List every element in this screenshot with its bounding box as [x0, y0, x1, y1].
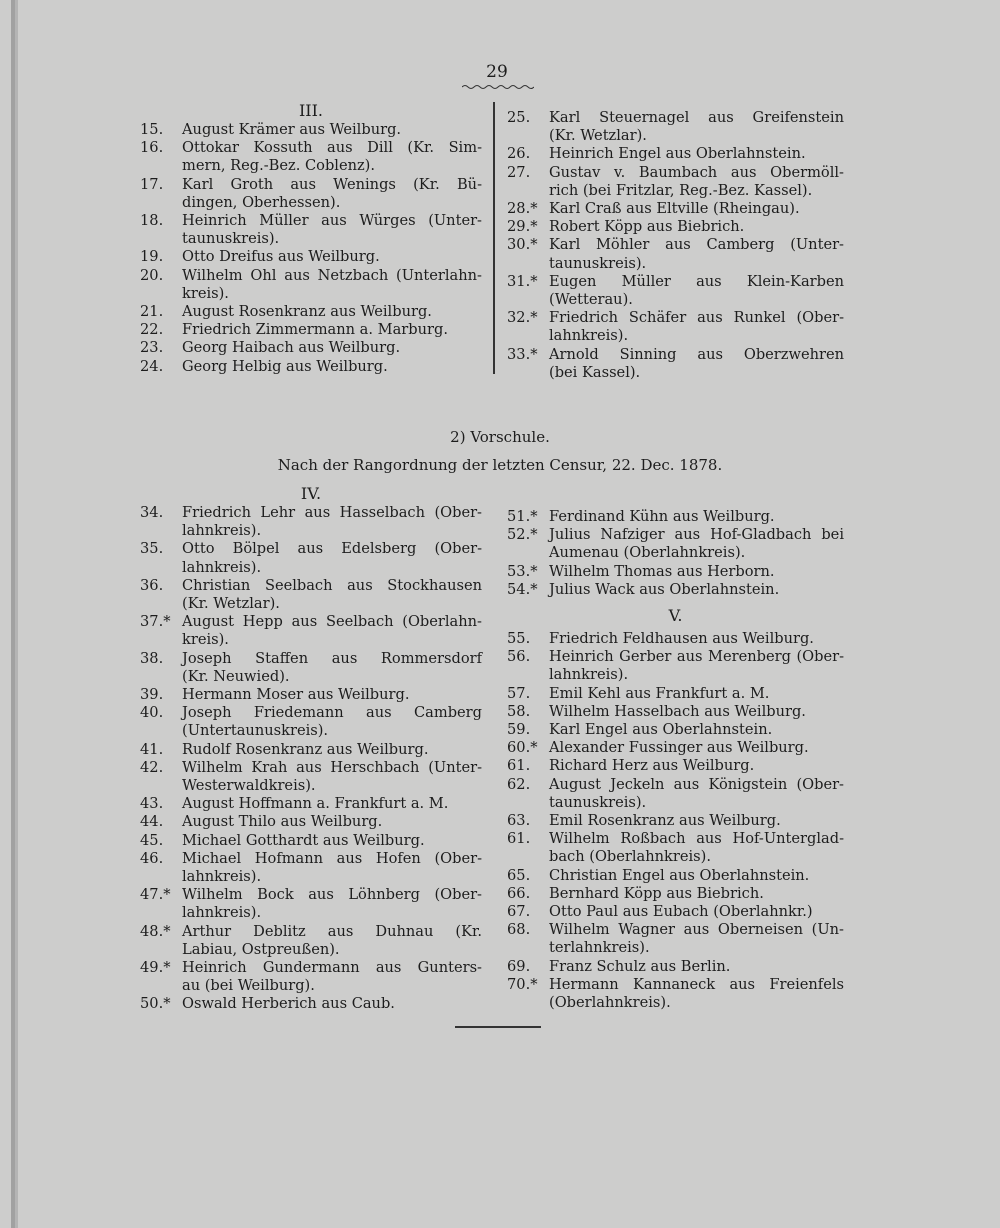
entry-text-line: Hermann Kannaneck aus Freienfels [549, 975, 844, 993]
list-item [140, 995, 482, 1013]
list-item [140, 704, 482, 740]
entry-text-line: Westerwaldkreis). [182, 777, 316, 795]
entry-text-line: Karl Groth aus Wenings (Kr. Bü- [182, 175, 482, 193]
entry-number: 62. [507, 775, 531, 793]
entry-number: 16. [140, 139, 164, 157]
entry-text-line: Friedrich Schäfer aus Runkel (Ober- [549, 309, 844, 327]
entry-text-line: lahnkreis). [549, 327, 629, 345]
entry-number: 53.* [507, 562, 538, 580]
class-heading-iii: III. [298, 101, 324, 120]
entry-text-line: Bernhard Köpp aus Biebrich. [549, 884, 764, 902]
list-item [140, 686, 482, 704]
section-title: 2) Vorschule. [450, 428, 550, 446]
entry-text-line: August Thilo aus Weilburg. [182, 813, 383, 831]
entry-text-line: lahnkreis). [182, 868, 262, 886]
top-left-column [140, 100, 482, 376]
entry-list [140, 121, 482, 376]
entry-text-line: Karl Möhler aus Camberg (Unter- [549, 236, 844, 254]
entry-number: 69. [507, 957, 531, 975]
page-number: 29 [486, 62, 508, 82]
entry-number: 38. [140, 649, 164, 667]
entry-text-line: August Hepp aus Seelbach (Oberlahn- [182, 613, 482, 631]
entry-number: 66. [507, 884, 531, 902]
section-subtitle: Nach der Rangordnung der letzten Censur, 22. Dec. 1878. [277, 456, 723, 474]
entry-number: 56. [507, 648, 531, 666]
entry-text-line: (Wetterau). [549, 291, 633, 309]
entry-number: 52.* [507, 526, 538, 544]
list-item [140, 358, 482, 376]
entry-number: 29.* [507, 218, 538, 236]
entry-number: 37.* [140, 613, 171, 631]
list-item [507, 776, 844, 812]
list-item [507, 145, 844, 163]
entry-text-line: Wilhelm Wagner aus Oberneisen (Un- [549, 921, 844, 939]
list-item [507, 958, 844, 976]
entry-number: 63. [507, 812, 531, 830]
list-item [140, 795, 482, 813]
list-item [507, 721, 844, 739]
list-item [507, 109, 844, 145]
list-item [507, 685, 844, 703]
list-item [507, 903, 844, 921]
entry-text-line: Oswald Herberich aus Caub. [182, 995, 395, 1013]
list-item [507, 812, 844, 830]
entry-text-line: Wilhelm Krah aus Herschbach (Unter- [182, 758, 482, 776]
entry-text-line: Julius Wack aus Oberlahnstein. [549, 580, 780, 598]
entry-number: 70.* [507, 975, 538, 993]
entry-number: 61. [507, 830, 531, 848]
list-item [507, 309, 844, 345]
entry-number: 17. [140, 175, 164, 193]
entry-number: 68. [507, 921, 531, 939]
list-item [507, 581, 844, 599]
entry-number: 18. [140, 212, 164, 230]
list-item [140, 139, 482, 175]
class-heading-iv: IV. [300, 484, 322, 503]
entry-number: 60.* [507, 739, 538, 757]
entry-number: 44. [140, 813, 164, 831]
entry-text-line: Michael Gotthardt aus Weilburg. [182, 831, 425, 849]
list-item [140, 886, 482, 922]
list-item [507, 830, 844, 866]
entry-number: 35. [140, 540, 164, 558]
entry-text-line: (Kr. Neuwied). [182, 667, 290, 685]
entry-text-line: Karl Steuernagel aus Greifenstein [549, 109, 844, 126]
entry-number: 24. [140, 357, 164, 375]
list-item [140, 759, 482, 795]
entry-number: 39. [140, 686, 164, 704]
entry-text-line: (Kr. Wetzlar). [182, 595, 280, 613]
list-item [140, 741, 482, 759]
entry-text-line: dingen, Oberhessen). [182, 193, 341, 211]
entry-text-line: Heinrich Engel aus Oberlahnstein. [549, 145, 806, 163]
list-item [140, 613, 482, 649]
entry-number: 31.* [507, 272, 538, 290]
list-item [140, 923, 482, 959]
entry-text-line: Otto Paul aus Eubach (Oberlahnkr.) [549, 903, 813, 921]
entry-text-line: Emil Kehl aus Frankfurt a. M. [549, 684, 770, 702]
list-item [507, 739, 844, 757]
entry-text-line: Wilhelm Roßbach aus Hof-Unterglad- [549, 830, 844, 848]
entry-text-line: au (bei Weilburg). [182, 977, 315, 995]
list-item [140, 504, 482, 540]
entry-number: 49.* [140, 959, 171, 977]
list-item [507, 346, 844, 382]
list-item [507, 236, 844, 272]
entry-list [507, 109, 844, 382]
entry-number: 59. [507, 721, 531, 739]
entry-text-line: taunuskreis). [549, 254, 647, 272]
entry-number: 43. [140, 795, 164, 813]
list-item [507, 885, 844, 903]
entry-number: 40. [140, 704, 164, 722]
list-item [507, 508, 844, 526]
entry-text-line: Heinrich Gundermann aus Gunters- [182, 959, 482, 977]
entry-number: 33.* [507, 345, 538, 363]
entry-list [140, 504, 482, 1014]
page-binding-shadow [15, 0, 18, 1228]
list-item [507, 648, 844, 684]
entry-number: 21. [140, 303, 164, 321]
entry-text-line: Ottokar Kossuth aus Dill (Kr. Sim- [182, 139, 482, 157]
class-heading-v: V. [668, 606, 683, 626]
entry-text-line: Julius Nafziger aus Hof-Gladbach bei [549, 526, 844, 544]
entry-text-line: rich (bei Fritzlar, Reg.-Bez. Kassel). [549, 181, 813, 199]
entry-number: 26. [507, 145, 531, 163]
list-item [507, 703, 844, 721]
list-item [140, 303, 482, 321]
entry-number: 32.* [507, 309, 538, 327]
decorative-wave-rule [462, 84, 534, 90]
entry-text-line: Arnold Sinning aus Oberzwehren [549, 345, 844, 363]
entry-number: 47.* [140, 886, 171, 904]
entry-text-line: August Hoffmann a. Frankfurt a. M. [182, 795, 449, 813]
entry-text-line: Robert Köpp aus Biebrich. [549, 218, 745, 236]
list-item [140, 212, 482, 248]
end-rule [455, 1026, 541, 1028]
entry-number: 58. [507, 702, 531, 720]
entry-text-line: Labiau, Ostpreußen). [182, 940, 340, 958]
entry-text-line: (Untertaunuskreis). [182, 722, 329, 740]
entry-number: 36. [140, 576, 164, 594]
entry-number: 42. [140, 758, 164, 776]
entry-number: 19. [140, 248, 164, 266]
list-item [140, 321, 482, 339]
entry-text-line: Georg Haibach aus Weilburg. [182, 339, 401, 357]
list-item [140, 959, 482, 995]
list-item [140, 832, 482, 850]
entry-text-line: Heinrich Gerber aus Merenberg (Ober- [549, 648, 844, 666]
entry-text-line: Wilhelm Ohl aus Netzbach (Unterlahn- [182, 266, 482, 284]
entry-number: 20. [140, 266, 164, 284]
entry-text-line: August Rosenkranz aus Weilburg. [182, 303, 432, 321]
list-item [507, 218, 844, 236]
entry-text-line: Karl Engel aus Oberlahnstein. [549, 721, 773, 739]
entry-text-line: terlahnkreis). [549, 939, 650, 957]
entry-text-line: Alexander Fussinger aus Weilburg. [549, 739, 809, 757]
entry-text-line: Arthur Deblitz aus Duhnau (Kr. [182, 922, 482, 940]
list-item [140, 540, 482, 576]
list-item [507, 757, 844, 775]
entry-text-line: Christian Seelbach aus Stockhausen [182, 576, 482, 594]
entry-number: 41. [140, 740, 164, 758]
entry-text-line: Joseph Staffen aus Rommersdorf [182, 649, 482, 667]
entry-text-line: Wilhelm Thomas aus Herborn. [549, 562, 775, 580]
list-item [507, 976, 844, 1012]
list-item [507, 867, 844, 885]
entry-number: 23. [140, 339, 164, 357]
list-item [507, 563, 844, 581]
entry-text-line: Heinrich Müller aus Würges (Unter- [182, 212, 482, 230]
entry-text-line: Joseph Friedemann aus Camberg [182, 704, 482, 722]
list-item [140, 577, 482, 613]
column-divider [493, 102, 495, 374]
entry-text-line: lahnkreis). [549, 666, 629, 684]
bottom-left-column [140, 483, 482, 1014]
entry-text-line: Ferdinand Kühn aus Weilburg. [549, 508, 775, 525]
list-item [140, 267, 482, 303]
entry-text-line: Otto Dreifus aus Weilburg. [182, 248, 380, 266]
list-item [507, 164, 844, 200]
list-item [507, 273, 844, 309]
list-item [507, 630, 844, 648]
entry-text-line: kreis). [182, 631, 229, 649]
list-item [507, 921, 844, 957]
list-item [140, 248, 482, 266]
entry-text-line: lahnkreis). [182, 522, 262, 540]
entry-number: 67. [507, 903, 531, 921]
entry-text-line: taunuskreis). [549, 793, 647, 811]
entry-text-line: August Jeckeln aus Königstein (Ober- [549, 775, 844, 793]
list-item [140, 176, 482, 212]
entry-number: 55. [507, 630, 531, 648]
entry-text-line: Georg Helbig aus Weilburg. [182, 357, 388, 375]
entry-number: 30.* [507, 236, 538, 254]
entry-text-line: (bei Kassel). [549, 363, 641, 381]
entry-number: 48.* [140, 922, 171, 940]
entry-text-line: Christian Engel aus Oberlahnstein. [549, 866, 810, 884]
entry-text-line: Eugen Müller aus Klein-Karben [549, 272, 844, 290]
list-item [140, 339, 482, 357]
entry-text-line: lahnkreis). [182, 904, 262, 922]
entry-text-line: (Oberlahnkreis). [549, 994, 671, 1012]
entry-number: 45. [140, 831, 164, 849]
entry-number: 15. [140, 121, 164, 138]
entry-text-line: Wilhelm Hasselbach aus Weilburg. [549, 702, 806, 720]
entry-text-line: Otto Bölpel aus Edelsberg (Ober- [182, 540, 482, 558]
entry-text-line: Friedrich Feldhausen aus Weilburg. [549, 630, 814, 648]
entry-text-line: bach (Oberlahnkreis). [549, 848, 711, 866]
entry-text-line: Richard Herz aus Weilburg. [549, 757, 755, 775]
entry-list [507, 630, 844, 1012]
entry-number: 22. [140, 321, 164, 339]
entry-text-line: August Krämer aus Weilburg. [182, 121, 402, 138]
entry-text-line: Wilhelm Bock aus Löhnberg (Ober- [182, 886, 482, 904]
entry-number: 50.* [140, 995, 171, 1013]
entry-text-line: Aumenau (Oberlahnkreis). [549, 544, 746, 562]
entry-text-line: (Kr. Wetzlar). [549, 127, 647, 145]
entry-number: 57. [507, 684, 531, 702]
entry-number: 61. [507, 757, 531, 775]
entry-text-line: Hermann Moser aus Weilburg. [182, 686, 410, 704]
bottom-right-column [507, 508, 844, 1012]
entry-number: 25. [507, 109, 531, 126]
entry-number: 46. [140, 849, 164, 867]
entry-text-line: Karl Craß aus Eltville (Rheingau). [549, 200, 800, 218]
list-item [140, 850, 482, 886]
entry-text-line: Franz Schulz aus Berlin. [549, 957, 731, 975]
entry-text-line: Emil Rosenkranz aus Weilburg. [549, 812, 781, 830]
list-item [507, 200, 844, 218]
list-item [140, 121, 482, 139]
entry-text-line: Gustav v. Baumbach aus Obermöll- [549, 163, 844, 181]
entry-text-line: mern, Reg.-Bez. Coblenz). [182, 157, 376, 175]
entry-list [507, 508, 844, 599]
entry-number: 27. [507, 163, 531, 181]
top-right-column [507, 109, 844, 382]
entry-number: 51.* [507, 508, 538, 525]
list-item [140, 650, 482, 686]
entry-text-line: Friedrich Zimmermann a. Marburg. [182, 321, 448, 339]
entry-number: 28.* [507, 200, 538, 218]
list-item [140, 813, 482, 831]
entry-number: 54.* [507, 580, 538, 598]
entry-text-line: Michael Hofmann aus Hofen (Ober- [182, 849, 482, 867]
entry-text-line: kreis). [182, 284, 229, 302]
entry-number: 34. [140, 504, 164, 521]
entry-text-line: lahnkreis). [182, 558, 262, 576]
list-item [507, 526, 844, 562]
entry-text-line: Rudolf Rosenkranz aus Weilburg. [182, 740, 429, 758]
entry-number: 65. [507, 866, 531, 884]
entry-text-line: taunuskreis). [182, 230, 280, 248]
entry-text-line: Friedrich Lehr aus Hasselbach (Ober- [182, 504, 482, 521]
